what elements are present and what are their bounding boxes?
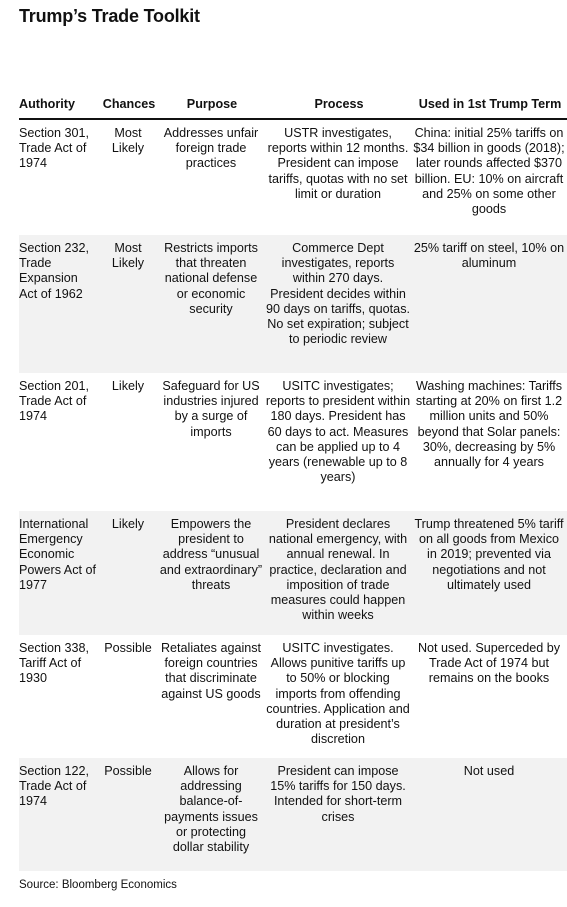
cell-chances: Most Likely [111, 126, 145, 156]
cell-purpose: Allows for addressing balance-of-payments issues or protecting dollar stability [159, 758, 265, 871]
table-row [19, 758, 567, 871]
header-used-first-term: Used in 1st Trump Term [413, 92, 567, 119]
cell-used: 25% tariff on steel, 10% on aluminum [413, 235, 567, 373]
cell-used: Washing machines: Tariffs starting at 20% on first 1.2 million units and 50% beyond that Solar panels: 30%, decreasing by 5% annually for 4 years [415, 379, 563, 470]
cell-chances: Most Likely [99, 235, 159, 373]
cell-authority: Section 338, Tariff Act of 1930 [19, 641, 90, 686]
cell-chances: Possible [99, 758, 159, 871]
cell-process: USTR investigates, reports within 12 months. President can impose tariffs, quotas with no set limit or duration [267, 126, 409, 201]
table-row [19, 511, 567, 635]
table-row [19, 119, 567, 235]
table-header [19, 92, 567, 119]
cell-used: Trump threatened 5% tariff on all goods from Mexico in 2019; prevented via negotiations and not ultimately used [413, 511, 567, 635]
table-row [19, 635, 567, 758]
table-row [19, 373, 567, 511]
header-row [19, 92, 567, 119]
cell-process: USITC investigates; reports to president within 180 days. President has 60 days to act. Measures can be applied up to 4 years (renewable up to 8 years) [265, 379, 411, 485]
source-note: Source: Bloomberg Economics [19, 879, 177, 891]
cell-authority: Section 122, Trade Act of 1974 [19, 758, 99, 871]
cell-authority: Section 232, Trade Expansion Act of 1962 [19, 235, 99, 373]
header-chances: Chances [99, 92, 159, 119]
page-title: Trump’s Trade Toolkit [19, 6, 200, 26]
header-authority: Authority [19, 92, 99, 119]
cell-chances: Possible [104, 641, 152, 655]
trade-toolkit-table [19, 92, 567, 871]
table-body [19, 119, 567, 871]
cell-chances: Likely [111, 379, 145, 393]
cell-used: China: initial 25% tariffs on $34 billion in goods (2018); later rounds affected $370 billion. EU: 10% on aircraft and 25% on some other goods [413, 126, 565, 217]
cell-purpose: Retaliates against foreign countries that discriminate against US goods [160, 641, 262, 701]
cell-purpose: Safeguard for US industries injured by a surge of imports [162, 379, 260, 439]
cell-used: Not used [413, 758, 567, 871]
cell-process: Commerce Dept investigates, reports within 270 days. President decides within 90 days on tariffs, quotas. No set expiration; subject to periodic review [265, 235, 413, 373]
header-process: Process [265, 92, 413, 119]
cell-chances: Likely [99, 511, 159, 635]
trade-toolkit-table-container [19, 92, 567, 871]
table-row [19, 235, 567, 373]
cell-authority: Section 201, Trade Act of 1974 [19, 379, 90, 424]
cell-authority: Section 301, Trade Act of 1974 [19, 126, 90, 171]
cell-used: Not used. Superceded by Trade Act of 1974 but remains on the books [417, 641, 561, 686]
cell-purpose: Restricts imports that threaten national defense or economic security [159, 235, 265, 373]
cell-purpose: Addresses unfair foreign trade practices [163, 126, 259, 171]
cell-authority: International Emergency Economic Powers Act of 1977 [19, 511, 99, 635]
cell-process: USITC investigates. Allows punitive tariffs up to 50% or blocking imports from offending countries. Application and duration at president’s discretion [266, 641, 410, 747]
cell-purpose: Empowers the president to address “unusual and extraordinary” threats [159, 511, 265, 635]
header-purpose: Purpose [159, 92, 265, 119]
cell-process: President declares national emergency, with annual renewal. In practice, declaration and imposition of trade measures could happen within weeks [265, 511, 413, 635]
cell-process: President can impose 15% tariffs for 150 days. Intended for short-term crises [265, 758, 413, 871]
